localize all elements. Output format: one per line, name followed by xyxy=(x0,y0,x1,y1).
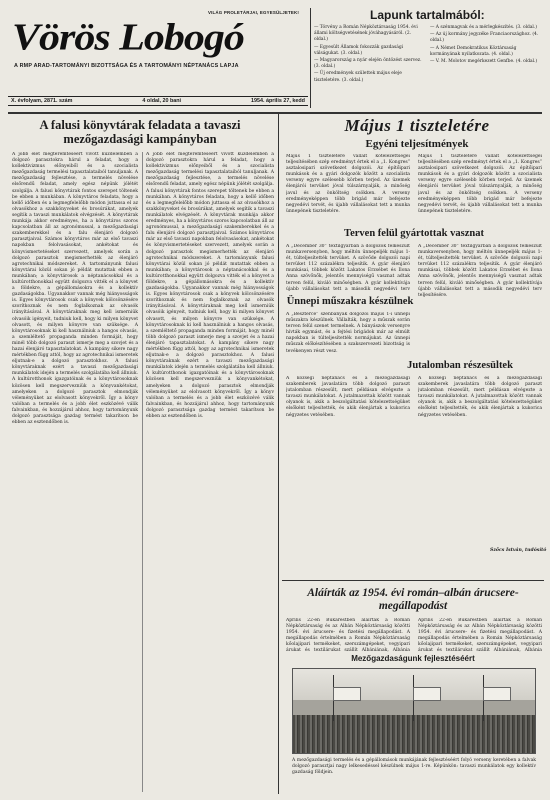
issue-date: 1954. április 27, kedd xyxy=(251,98,305,104)
masthead xyxy=(8,6,308,92)
terven-col2: A „December 30” textilgyárban a dolgozók felkészült munkaversenyben, hogy méltón ünnepeljék május 1-ét, túlteljesítették tervüket. A szövőde dolgozói napi tervüket 112 százalékra teljesítik. A gyár élenjáró munkásai, többek között Lakatos Erzsébet és Ilona Anna szövőnők, jelentős mennyiségű vasznat adtak terven felül, kiváló minőségben. A gyár kollektívája újabb vállalásokat tett a második negyedévi terv teljesítésére. xyxy=(418,244,542,298)
may-article-col1: Május 1 tiszteletére vállalt kötelezettségei teljesítésében szép eredményt értek el a „1. Kongres” asztalosipari szövetkezet dolgozói. Az építőipari munkások és a gyári dolgozók között a szocialista verseny egyre szélesebb körben terjed. Az üzemek élenjárói tervüket jóval túlszárnyalják, a minőség javul és az önköltség csökken. A verseny eredményeképpen több brigád már befejezte negyedévi tervét, és újabb vállalásokat tett a munka ünnepének tiszteletére. xyxy=(286,154,410,214)
contents-left-column xyxy=(314,25,424,85)
terven-col1: A „December 30” textilgyárban a dolgozók felkészült munkaversenyben, hogy méltón ünnepeljék május 1-ét, túlteljesítették tervüket. A szövőde dolgozói napi tervüket 112 százalékra teljesítik. A gyár élenjáró munkásai, többek között Lakatos Erzsébet és Ilona Anna szövőnők, jelentős mennyiségű vasznat adtak terven felül, kiváló minőségben. A gyár kollektívája újabb vállalásokat tett a második negyedévi terv xyxy=(286,244,410,292)
photo-caption: A mezőgazdasági termelés és a gépállomások munkájának fejlesztéséért folyó verseny keretében a falvak dolgozó parasztjai nagy lelkesedéssel készülnek május 1-re. Képünkön: tavaszi munkálatok egy kollektív gazdaság földjein. xyxy=(292,758,536,776)
contents-item[interactable]: — Új eredmények születtek május eleje tiszteletére. (3. oldal.) xyxy=(314,71,402,83)
masthead-slogan: VILÁG PROLETÁRJAI, EGYESÜLJETEK! xyxy=(208,10,300,15)
unnepi-body: A „Beszterce” szénbányák dolgozói május 1-i ünnepi műszakra készülnek. Vállalták, hogy a műszak során terven felül szenet termelnek. A bányászok versenyre hívták egymást, és a fejtési brigádok már az elmúlt napokban is túlteljesítették normájukat. Az ünnepi műszak előkészítésében a szakszervezeti bizottság is tevékenyen részt vesz. xyxy=(286,312,410,354)
issue-price: 4 oldal, 20 bani xyxy=(142,98,182,104)
agriculture-photo xyxy=(292,668,536,754)
trade-title: Aláírták az 1954. évi román–albán árucsere-megállapodást xyxy=(307,587,519,612)
contents-box xyxy=(314,8,540,108)
contents-rule xyxy=(310,8,311,108)
issue-year: X. évfolyam, 2871. szám xyxy=(11,98,73,104)
trade-col1: Április 22-én Bukarestben aláírták a Román Népköztársaság és az Albán Népköztársaság közötti 1954. évi árucsere- és fizetési megállapodást. A megállapodás értelmében a Román Népköztársaság kőolajipari termékeket, szerszámgépeket, vegyipari árukat és textilárukat szállít Albániának, Albánia xyxy=(286,618,410,652)
contents-item[interactable]: — Magyarország a nyár elején öntözést szervez. (3. oldal.) xyxy=(314,58,422,70)
contents-item[interactable]: — Az új kormány jegyzéke Franciaországhoz. (4. oldal.) xyxy=(430,32,539,44)
issue-bar xyxy=(8,96,308,106)
contents-item[interactable]: — A Német Demokratikus Köztársaság kormányának nyilatkozata. (4. oldal.) xyxy=(430,45,517,57)
contents-item[interactable]: — A szénmagvak és a mérlegkészítés. (3. oldal.) xyxy=(430,25,537,30)
unnepi-title: Ünnepi műszakra készülnek xyxy=(286,296,414,307)
contents-right-column xyxy=(430,25,540,66)
jutalom-title: Jutalomban részesültek xyxy=(407,360,513,371)
left-article-col1: A jobb élet megteremtéséért vívott küzdelemben a dolgozó parasztokra hárul a feladat, hogy a kollektivizmus előnyeiből és a szocialista mezőgazdaság termelési tapasztalataiból tanuljanak. A mezőgazdaság fejlesztése, a termelés növelése elsőrendű feladat, amely egész népünk jólétét szolgálja. A falusi könyvtárak fontos szerepet töltenek be ebben a munkában. A könyvtáros feladata, hogy a kellő időben és a legmegfelelőbb módon juttassa el az olvasókhoz a szakkönyveket és brosúrákat, amelyek segítik a tavaszi munkálatok elvégzését. A könyvtárak munkája akkor eredményes, ha a könyvtáros szoros kapcsolatban áll az agronómussal, a mezőgazdasági szakemberekkel és a falu élenjáró dolgozó parasztjaival. Számos könyvtáros már az első tavaszi napokban felolvasásokat, ankétokat és könyvismertetéseket szervezett, amelyek során a dolgozó parasztok megismerhették az élenjáró agrotechnikai módszereket. A tartományunk falusi könyvtárai közül sokan jó példát mutattak ebben a munkában; a könyvtárosok a néptanácsokkal és a kultúrotthonokkal együtt dolgozva vitték el a könyvet a földekre, a gépállomásokra és a kollektív gazdaságokba. Ugyanakkor vannak még hiányosságok is. Egyes könyvtárosok csak a könyvek kölcsönzésére szorítkoznak és nem foglalkoznak az olvasók irányításával. A könyvtáraknak meg kell ismerniük olvasóik igényeit, tudniuk kell, hogy ki milyen könyvet olvasott, és milyen könyvre van szüksége. A könyvtárosoknak ki kell használniuk a hangos olvasás, a szemléltető propaganda minden formáját, hogy minél több dolgozó paraszt ismerje meg a szovjet és a hazai élenjáró tapasztalatokat. A kampány sikere nagy mértékben függ attól, hogy az agrotechnikai ismeretek eljutnak-e a dolgozó parasztokhoz. A falusi könyvtáraknak ezért a tavaszi mezőgazdasági munkálatok idején a termelés szolgálatába kell állniuk. A kultúrotthonok igazgatóinak és a könyvtárosoknak közösen kell megszervezniük a könyvankétokat, amelyeken a dolgozó parasztok elmondják véleményüket az elolvasott könyvekről. Így a könyv valóban a termelés és a jobb élet eszközévé válik falvainkban, és hozzájárul ahhoz, hogy tartományunk dolgozó parasztsága gazdag termést takarítson be ebben az esztendőben is. xyxy=(12,152,138,426)
trade-col2: Április 22-én Bukarestben aláírták a Román Népköztársaság és az Albán Népköztársaság közötti 1954. évi árucsere- és fizetési megállapodást. A megállapodás értelmében a Román Népköztársaság kőolajipari termékeket, szerszámgépeket, vegyipari árukat és textilárukat szállít Albániának, Albánia xyxy=(418,618,542,652)
left-article-title: A falusi könyvtárak feladata a tavaszi mezőgazdasági kampányban xyxy=(39,118,241,146)
contents-title: Lapunk tartalmából: xyxy=(370,8,485,22)
left-article-col2: A jobb élet megteremtéséért vívott küzdelemben a dolgozó parasztokra hárul a feladat, hogy a kollektivizmus előnyeiből és a szocialista mezőgazdaság termelési tapasztalataiból tanuljanak. A mezőgazdaság fejlesztése, a termelés növelése elsőrendű feladat, amely egész népünk jólétét szolgálja. A falusi könyvtárak fontos szerepet töltenek be ebben a munkában. A könyvtáros feladata, hogy a kellő időben és a legmegfelelőbb módon juttassa el az olvasókhoz a szakkönyveket és brosúrákat, amelyek segítik a tavaszi munkálatok elvégzését. A könyvtárak munkája akkor eredményes, ha a könyvtáros szoros kapcsolatban áll az agronómussal, a mezőgazdasági szakemberekkel és a falu élenjáró dolgozó parasztjaival. Számos könyvtáros már az első tavaszi napokban felolvasásokat, ankétokat és könyvismertetéseket szervezett, amelyek során a dolgozó parasztok megismerhették az élenjáró agrotechnikai módszereket. A tartományunk falusi könyvtárai közül sokan jó példát mutattak ebben a munkában; a könyvtárosok a néptanácsokkal és a kultúrotthonokkal együtt dolgozva vitték el a könyvet a földekre, a gépállomásokra és a kollektív gazdaságokba. Ugyanakkor vannak még hiányosságok is. Egyes könyvtárosok csak a könyvek kölcsönzésére szorítkoznak és nem foglalkoznak az olvasók irányításával. A könyvtáraknak meg kell ismerniük olvasóik igényeit, tudniuk kell, hogy ki milyen könyvet olvasott, és milyen könyvre van szüksége. A könyvtárosoknak ki kell használniuk a hangos olvasás, a szemléltető propaganda minden formáját, hogy minél több dolgozó paraszt ismerje meg a szovjet és a hazai élenjáró tapasztalatokat. A kampány sikere nagy mértékben függ attól, hogy az agrotechnikai ismeretek eljutnak-e a dolgozó parasztokhoz. A falusi könyvtáraknak ezért a tavaszi mezőgazdasági munkálatok idején a termelés szolgálatába kell állniuk. A kultúrotthonok igazgatóinak és a könyvtárosoknak közösen kell megszervezniük a könyvankétokat, amelyeken a dolgozó parasztok elmondják véleményüket az elolvasott könyvekről. Így a könyv valóban a termelés és a jobb élet eszközévé válik falvainkban, és hozzájárul ahhoz, hogy tartományunk dolgozó parasztsága gazdag termést takarítson be ebben az esztendőben is. xyxy=(146,152,274,420)
section-rule xyxy=(282,580,544,581)
column-rule xyxy=(278,114,279,794)
may-article-title: Május 1 tiszteletére xyxy=(344,116,490,135)
may-article-subtitle: Egyéni teljesítmények xyxy=(365,138,469,150)
header-rule xyxy=(8,112,542,114)
jutalom-byline: Szőcs István, tudósító xyxy=(490,548,547,553)
left-column-rule xyxy=(142,152,143,792)
jutalom-col2: A községi néptanács és a mezőgazdasági szakemberek javaslatára több dolgozó paraszt jutalomban részesült, mert példásan elvégezte a tavaszi munkálatokat. A jutalmazottak között vannak olyanok is, akik a beszolgáltatási kötelezettségüket elsőként teljesítették, és akik élenjártak a kukorica négyzetes vetésében. xyxy=(418,376,542,418)
agriculture-title: Mezőgazdaságunk fejlesztéséért xyxy=(351,654,475,663)
newspaper-subtitle: A RMP ARAD-TARTOMÁNYI BIZOTTSÁGA ÉS A TARTOMÁNYI NÉPTANÁCS LAPJA xyxy=(14,63,239,69)
contents-item[interactable]: — V. M. Molotov megérkezett Genfbe. (4. oldal.) xyxy=(430,59,538,65)
contents-item[interactable]: — Törvény a Román Népköztársaság 1954. évi állami költségvetésének jóváhagyásáról. (2. oldal.) xyxy=(314,25,418,43)
contents-item[interactable]: — Egyesült Államok fokozzák gazdasági válságukat. (3. oldal.) xyxy=(314,44,404,56)
may-article-col2: Május 1 tiszteletére vállalt kötelezettségei teljesítésében szép eredményt értek el a „1. Kongres” asztalosipari szövetkezet dolgozói. Az építőipari munkások és a gyári dolgozók között a szocialista verseny egyre szélesebb körben terjed. Az üzemek élenjárói tervüket jóval túlszárnyalják, a minőség javul és az önköltség csökken. A verseny eredményeképpen több brigád már befejezte negyedévi tervét, és újabb vállalásokat tett a munka ünnepének tiszteletére. xyxy=(418,154,542,214)
jutalom-col1: A községi néptanács és a mezőgazdasági szakemberek javaslatára több dolgozó paraszt jutalomban részesült, mert példásan elvégezte a tavaszi munkálatokat. A jutalmazottak között vannak olyanok is, akik a beszolgáltatási kötelezettségüket elsőként teljesítették, és akik élenjártak a kukorica négyzetes vetésében. xyxy=(286,376,410,418)
newspaper-logo: Vörös Lobogó xyxy=(12,16,244,59)
terven-title: Terven felül gyártottak vasznat xyxy=(344,228,484,239)
